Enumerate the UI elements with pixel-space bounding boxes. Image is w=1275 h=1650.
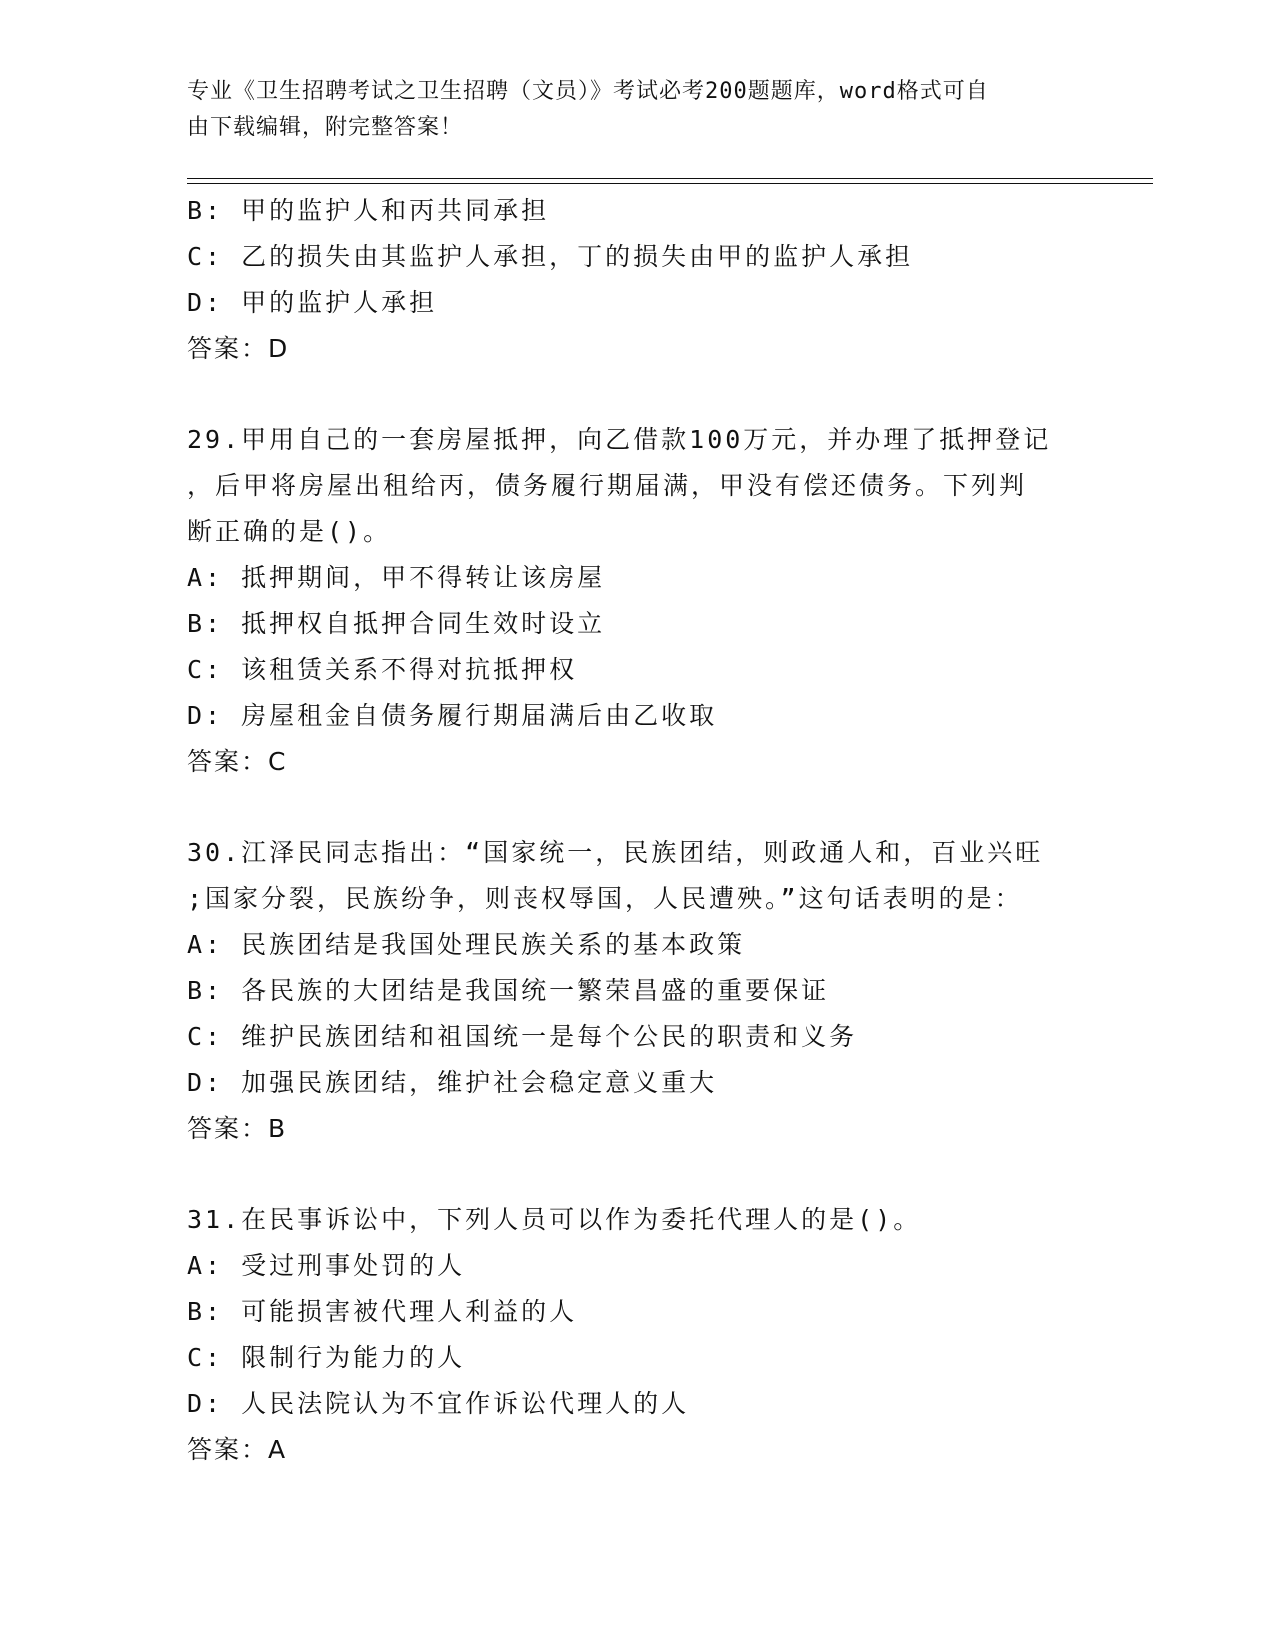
header-line-1: 专业《卫生招聘考试之卫生招聘（文员）》考试必考200题题库，word格式可自 (187, 79, 989, 104)
spacer (187, 1152, 1087, 1197)
question-stem-line: ，后甲将房屋出租给丙，债务履行期届满，甲没有偿还债务。下列判 (187, 471, 1028, 500)
option-c: C: 该租赁关系不得对抗抵押权 (187, 655, 578, 684)
option-b: B: 甲的监护人和丙共同承担 (187, 196, 550, 225)
option-c: C: 乙的损失由其监护人承担，丁的损失由甲的监护人承担 (187, 242, 914, 271)
option-d: D: 人民法院认为不宜作诉讼代理人的人 (187, 1389, 690, 1418)
question-stem-line: 31.在民事诉讼中，下列人员可以作为委托代理人的是()。 (187, 1205, 922, 1234)
answer-line: 答案：B (187, 1114, 288, 1143)
option-d: D: 甲的监护人承担 (187, 288, 438, 317)
spacer (187, 372, 1087, 417)
option-b: B: 抵押权自抵押合同生效时设立 (187, 609, 606, 638)
question-stem-line: 30.江泽民同志指出：“国家统一，民族团结，则政通人和，百业兴旺 (187, 838, 1044, 867)
document-header (187, 74, 1087, 146)
question-29 (187, 417, 1087, 785)
question-28 (187, 188, 1087, 372)
question-list (187, 188, 1087, 1473)
option-a: A: 民族团结是我国处理民族关系的基本政策 (187, 930, 746, 959)
option-b: B: 各民族的大团结是我国统一繁荣昌盛的重要保证 (187, 976, 830, 1005)
option-a: A: 抵押期间，甲不得转让该房屋 (187, 563, 606, 592)
answer-line: 答案：A (187, 1435, 288, 1464)
question-stem-line: 29.甲用自己的一套房屋抵押，向乙借款100万元，并办理了抵押登记 (187, 425, 1052, 454)
option-c: C: 限制行为能力的人 (187, 1343, 466, 1372)
answer-line: 答案：D (187, 334, 290, 363)
option-a: A: 受过刑事处罚的人 (187, 1251, 466, 1280)
option-d: D: 加强民族团结，维护社会稳定意义重大 (187, 1068, 718, 1097)
option-d: D: 房屋租金自债务履行期届满后由乙收取 (187, 701, 718, 730)
header-divider-top (187, 178, 1153, 179)
spacer (187, 785, 1087, 830)
answer-line: 答案：C (187, 747, 288, 776)
header-line-2: 由下载编辑，附完整答案！ (187, 115, 464, 140)
question-stem-line: 断正确的是()。 (187, 517, 392, 546)
question-31 (187, 1197, 1087, 1473)
question-30 (187, 830, 1087, 1152)
question-stem-line: ;国家分裂，民族纷争，则丧权辱国，人民遭殃。”这句话表明的是： (187, 884, 1023, 913)
option-b: B: 可能损害被代理人利益的人 (187, 1297, 578, 1326)
header-divider-bottom (187, 183, 1153, 184)
option-c: C: 维护民族团结和祖国统一是每个公民的职责和义务 (187, 1022, 858, 1051)
